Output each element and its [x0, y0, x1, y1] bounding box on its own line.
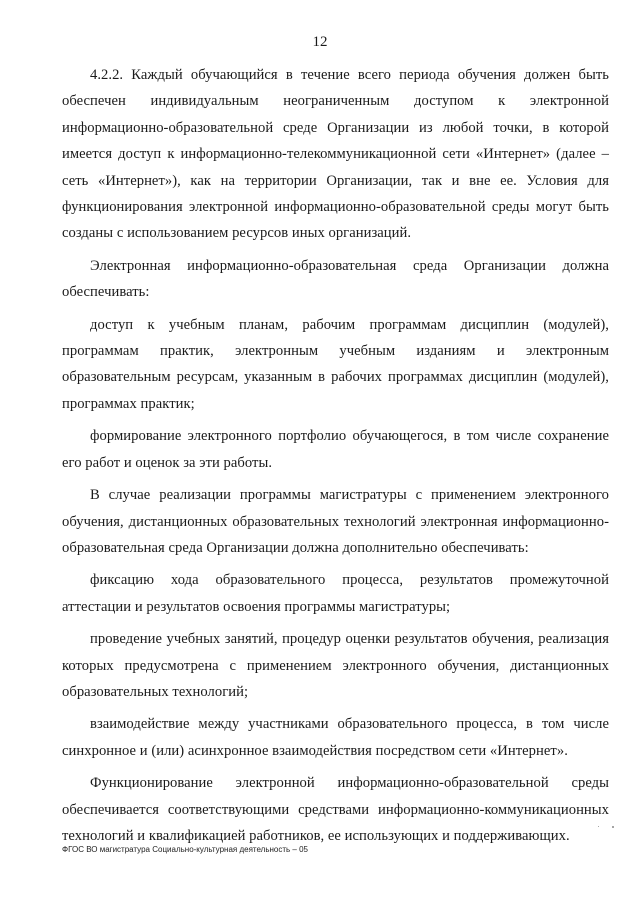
- paragraph-portfolio: формирование электронного портфолио обучающегося, в том числе сохранение его работ и оценок за эти работы.: [62, 428, 609, 471]
- paragraph-functioning: Функционирование электронной информационно-образовательной среды обеспечивается соответствующими средствами информационно-коммуникационных технологий и квалификацией работников, ее использующих и поддерживающих.: [62, 775, 609, 844]
- paragraph-e-learning-case: В случае реализации программы магистратуры с применением электронного обучения, дистанционных образовательных технологий электронная информационно-образовательная среда Организации должна дополнительно обеспечивать:: [62, 487, 609, 556]
- paragraph-environment-requirements: Электронная информационно-образовательная среда Организации должна обеспечивать:: [62, 257, 609, 301]
- scan-speck: [598, 826, 599, 827]
- paragraph-conducting-classes: проведение учебных занятий, процедур оценки результатов обучения, реализация которых предусмотрена с применением электронного обучения, дистанционных образовательных технологий;: [62, 631, 609, 700]
- paragraph-process-recording: фиксацию хода образовательного процесса, результатов промежуточной аттестации и результатов освоения программы магистратуры;: [62, 572, 609, 615]
- page-number: 12: [312, 34, 328, 50]
- paragraph-4-2-2: 4.2.2. Каждый обучающийся в течение всего периода обучения должен быть обеспечен индивидуальным неограниченным доступом к электронной информационно-образовательной среде Организации из любой точки, в которой имеется доступ к информационно-телекоммуникационной сети «Интернет» (далее – сеть «Интернет»), как на территории Организации, так и вне ее. Условия для функционирования электронной информационно-образовательной среды могут быть созданы с использованием ресурсов иных организаций.: [62, 67, 609, 242]
- document-body: [62, 62, 609, 855]
- scan-speck: [612, 826, 614, 828]
- paragraph-interaction: взаимодействие между участниками образовательного процесса, в том числе синхронное и (или) асинхронное взаимодействия посредством сети «Интернет».: [62, 716, 609, 759]
- footer-note: ФГОС ВО магистратура Социально-культурная деятельность – 05: [62, 845, 308, 854]
- paragraph-access-to-plans: доступ к учебным планам, рабочим программам дисциплин (модулей), программам практик, электронным учебным изданиям и электронным образовательным ресурсам, указанным в рабочих программах дисциплин (модулей), программах практик;: [62, 316, 609, 412]
